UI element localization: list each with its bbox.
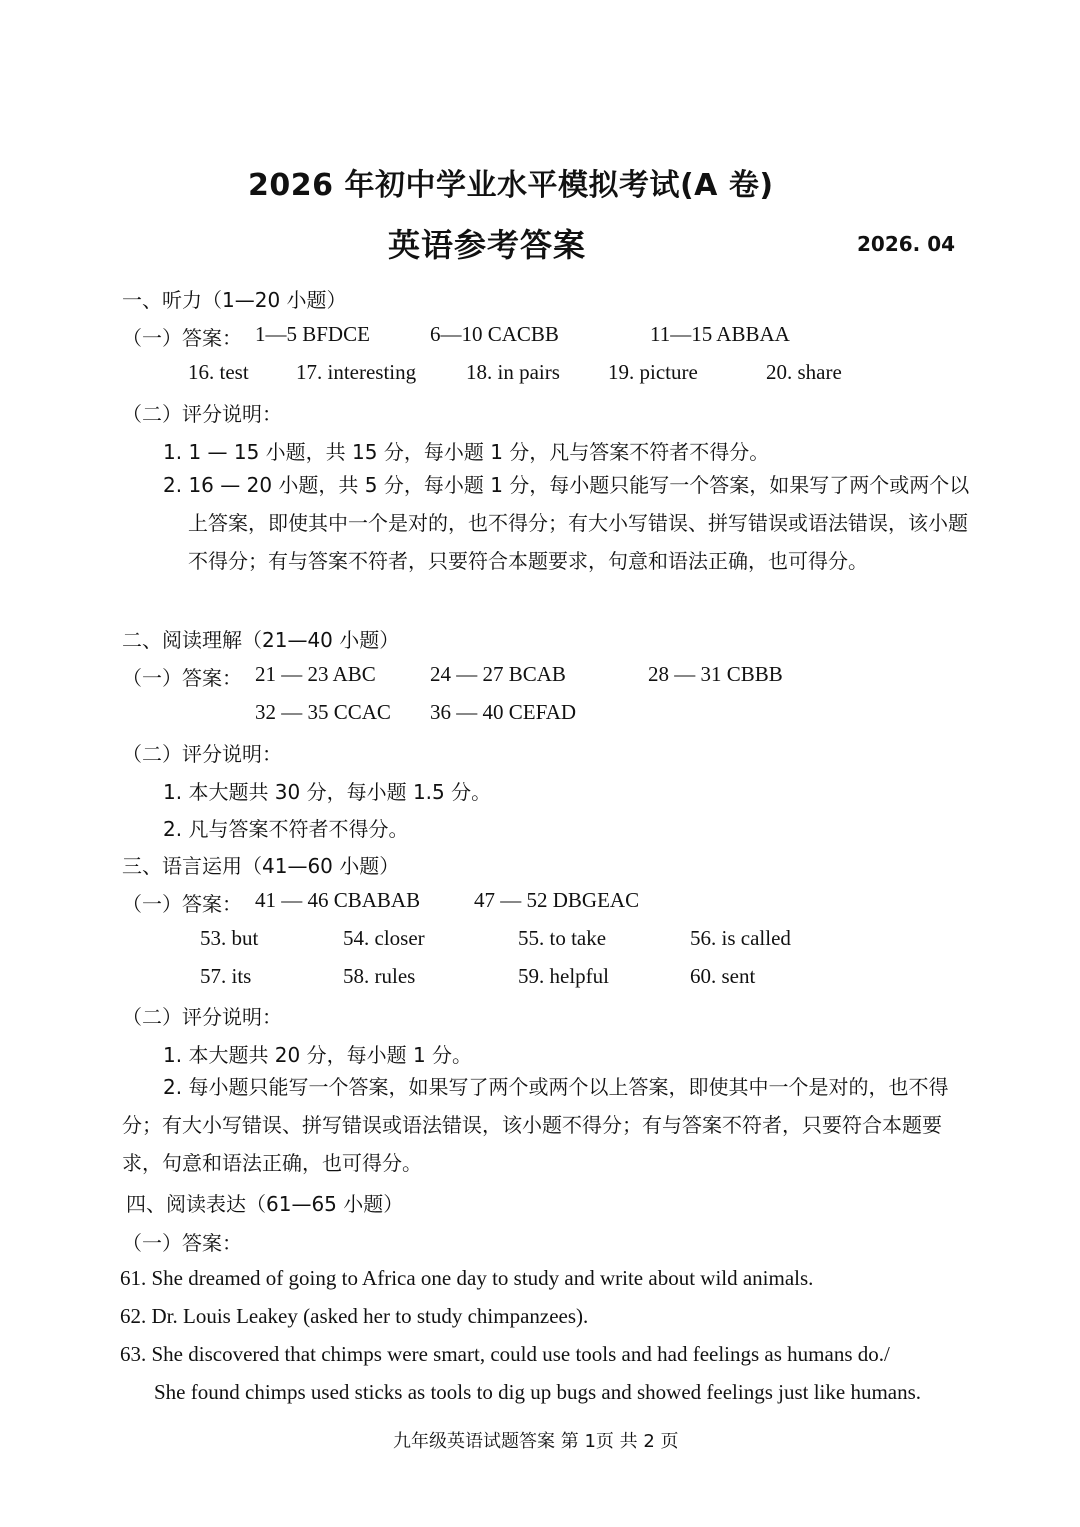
section2-answers-label: （一）答案： xyxy=(122,666,242,690)
section3-rule-1: 1. 本大题共 20 分，每小题 1 分。 xyxy=(163,1043,473,1067)
section1-rule-2: 2. 16 — 20 小题，共 5 分，每小题 1 分，每小题只能写一个答案，如果写了两个或两个以上答案，即使其中一个是对的，也不得分；有大小写错误、拼写错误或语法错误，该小题不得分；有与答案不符者，只要符合本题要求，句意和语法正确，也可得分。 xyxy=(163,473,970,573)
section2-group-4: 32 — 35 CCAC xyxy=(255,700,391,724)
answer-63-line-1: 63. She discovered that chimps were smart, could use tools and had feelings as humans do./ xyxy=(120,1342,890,1366)
section3-fill-58: 58. rules xyxy=(343,964,416,988)
answer-key-title: 英语参考答案 xyxy=(388,226,587,264)
answer-63-line-2: She found chimps used sticks as tools to dig up bugs and showed feelings just like humans. xyxy=(154,1380,922,1404)
section3-fill-53: 53. but xyxy=(200,926,259,950)
section3-fill-55: 55. to take xyxy=(518,926,607,950)
section1-group-1: 1—5 BFDCE xyxy=(255,322,370,346)
exam-date: 2026. 04 xyxy=(857,232,956,256)
section1-answers-label: （一）答案： xyxy=(122,326,242,350)
section2-group-2: 24 — 27 BCAB xyxy=(430,662,566,686)
section1-fill-17: 17. interesting xyxy=(296,360,417,384)
section1-rule-1: 1. 1 — 15 小题，共 15 分，每小题 1 分，凡与答案不符者不得分。 xyxy=(163,440,770,464)
section1-fill-18: 18. in pairs xyxy=(466,360,560,384)
exam-title: 2026 年初中学业水平模拟考试(A 卷) xyxy=(248,168,774,203)
section3-fill-60: 60. sent xyxy=(690,964,756,988)
section2-group-5: 36 — 40 CEFAD xyxy=(430,700,577,724)
section2-rule-1: 1. 本大题共 30 分，每小题 1.5 分。 xyxy=(163,780,492,804)
section3-fill-56: 56. is called xyxy=(690,926,791,950)
section1-scoring-label: （二）评分说明： xyxy=(122,402,282,426)
section1-fill-20: 20. share xyxy=(766,360,842,384)
section3-group-2: 47 — 52 DBGEAC xyxy=(474,888,640,912)
section3-fill-59: 59. helpful xyxy=(518,964,609,988)
section4-answers-label: （一）答案： xyxy=(122,1231,242,1255)
section3-fill-54: 54. closer xyxy=(343,926,425,950)
section2-heading: 二、阅读理解（21—40 小题） xyxy=(122,628,400,652)
page-footer: 九年级英语试题答案 第 1页 共 2 页 xyxy=(393,1431,679,1452)
section2-group-1: 21 — 23 ABC xyxy=(255,662,376,686)
section1-rule-2-wrapper xyxy=(163,466,973,580)
answer-61: 61. She dreamed of going to Africa one day to study and write about wild animals. xyxy=(120,1266,814,1290)
section3-heading: 三、语言运用（41—60 小题） xyxy=(122,854,400,878)
section3-fill-57: 57. its xyxy=(200,964,252,988)
section3-rule-2: 2. 每小题只能写一个答案，如果写了两个或两个以上答案，即使其中一个是对的，也不得分；有大小写错误、拼写错误或语法错误，该小题不得分；有与答案不符者，只要符合本题要求，句意和语法正确，也可得分。 xyxy=(122,1075,949,1175)
section2-scoring-label: （二）评分说明： xyxy=(122,742,282,766)
answer-62: 62. Dr. Louis Leakey (asked her to study chimpanzees). xyxy=(120,1304,589,1328)
section3-answers-label: （一）答案： xyxy=(122,892,242,916)
section1-fill-16: 16. test xyxy=(188,360,249,384)
section3-scoring-label: （二）评分说明： xyxy=(122,1005,282,1029)
section1-group-3: 11—15 ABBAA xyxy=(650,322,790,346)
section2-group-3: 28 — 31 CBBB xyxy=(648,662,783,686)
section2-rule-2: 2. 凡与答案不符者不得分。 xyxy=(163,817,409,841)
section1-fill-19: 19. picture xyxy=(608,360,698,384)
section1-heading: 一、听力（1—20 小题） xyxy=(122,288,347,312)
section1-group-2: 6—10 CACBB xyxy=(430,322,559,346)
section3-group-1: 41 — 46 CBABAB xyxy=(255,888,421,912)
section4-heading: 四、阅读表达（61—65 小题） xyxy=(126,1192,404,1216)
